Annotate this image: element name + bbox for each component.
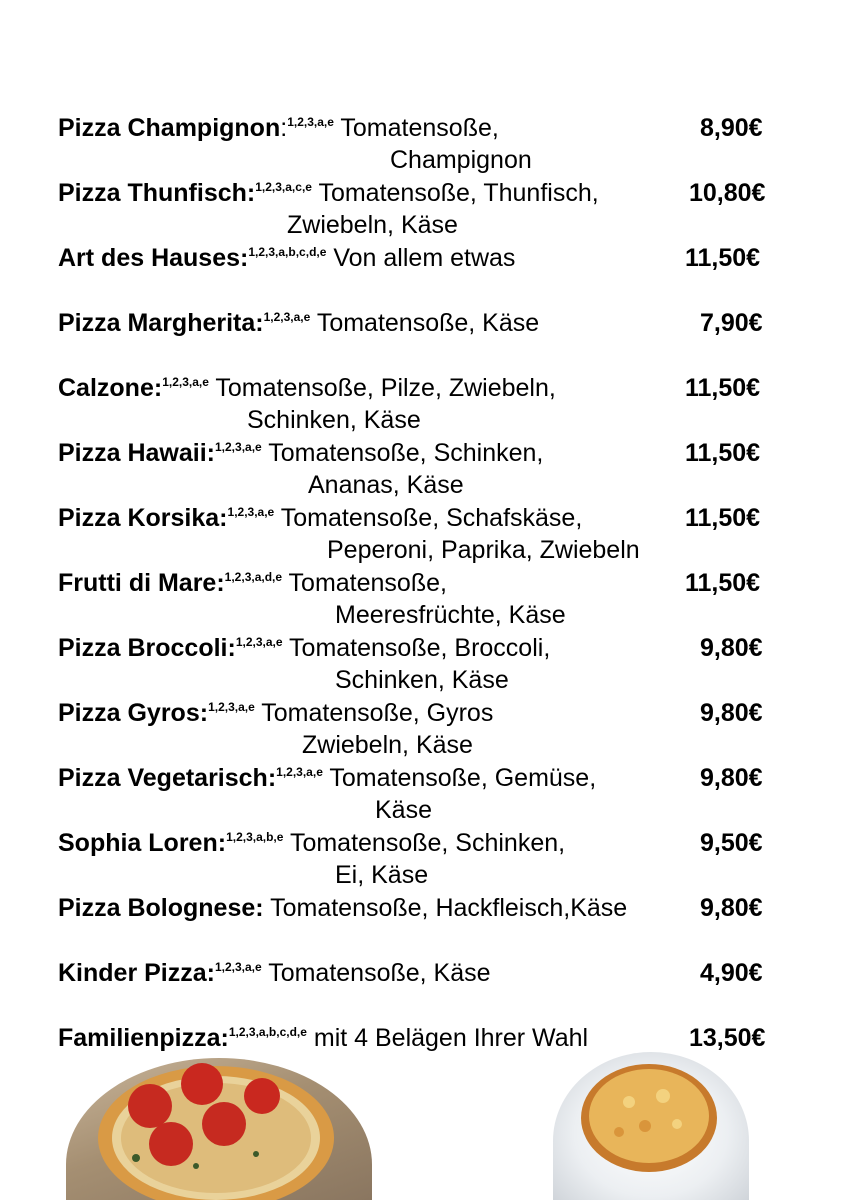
allergen-codes: 1,2,3,a,b,c,d,e (248, 245, 327, 259)
item-description-line2: Meeresfrüchte, Käse (335, 601, 566, 629)
item-price: 11,50€ (685, 569, 761, 597)
menu-item (58, 957, 798, 1022)
item-description: Tomatensoße, Broccoli, (289, 634, 551, 662)
allergen-codes: 1,2,3,a,b,c,d,e (228, 1025, 307, 1039)
allergen-codes: 1,2,3,a,e (162, 375, 209, 389)
item-price: 10,80€ (689, 179, 766, 207)
item-price: 7,90€ (700, 309, 763, 337)
menu-item (58, 762, 798, 827)
item-price: 11,50€ (685, 374, 761, 402)
item-price: 8,90€ (700, 114, 763, 142)
item-description: Tomatensoße, Schinken, (268, 439, 544, 467)
item-price: 11,50€ (685, 504, 761, 532)
menu-item (58, 567, 798, 632)
item-price: 9,80€ (700, 699, 763, 727)
item-description-line2: Ananas, Käse (308, 471, 464, 499)
menu-item (58, 242, 798, 307)
allergen-codes: 1,2,3,a,e (276, 765, 323, 779)
allergen-codes: 1,2,3,a,c,e (255, 180, 312, 194)
menu-item (58, 177, 798, 242)
item-name: Pizza Hawaii: (58, 439, 215, 467)
item-description: Tomatensoße, Thunfisch, (318, 179, 599, 207)
allergen-codes: 1,2,3,a,e (214, 960, 262, 974)
item-price: 9,80€ (700, 894, 763, 922)
allergen-codes: 1,2,3,a,e (287, 115, 334, 129)
item-name: Pizza Vegetarisch: (58, 764, 277, 792)
item-description: Tomatensoße, Käse (268, 959, 491, 987)
allergen-codes: 1,2,3,a,e (263, 310, 311, 324)
allergen-codes: 1,2,3,a,e (208, 700, 255, 714)
item-description-line2: Schinken, Käse (335, 666, 509, 694)
item-description: Tomatensoße, Schafskäse, (280, 504, 583, 532)
item-description: mit 4 Belägen Ihrer Wahl (313, 1024, 589, 1052)
item-price: 9,80€ (700, 764, 763, 792)
item-description-line2: Schinken, Käse (247, 406, 421, 434)
item-colon: : (280, 114, 288, 142)
item-description-line2: Ei, Käse (335, 861, 429, 889)
allergen-codes: 1,2,3,a,d,e (224, 570, 283, 584)
item-price: 13,50€ (689, 1024, 766, 1052)
menu-item (58, 892, 798, 957)
item-name: Pizza Gyros: (58, 699, 209, 727)
item-name: Pizza Champignon (58, 114, 281, 142)
item-description-line2: Champignon (390, 146, 532, 174)
item-price: 11,50€ (685, 439, 761, 467)
menu-item (58, 437, 798, 502)
allergen-codes: 1,2,3,a,b,e (226, 830, 284, 844)
menu-item (58, 307, 798, 372)
item-name: Sophia Loren: (58, 829, 227, 857)
allergen-codes: 1,2,3,a,e (215, 440, 262, 454)
menu-item (58, 112, 798, 177)
item-description-line2: Zwiebeln, Käse (287, 211, 458, 239)
item-price: 9,80€ (700, 634, 763, 662)
item-description: Tomatensoße, Gemüse, (329, 764, 597, 792)
menu-item (58, 632, 798, 697)
item-description: Tomatensoße, Pilze, Zwiebeln, (215, 374, 556, 402)
item-name: Pizza Thunfisch: (58, 179, 256, 207)
menu-item (58, 372, 798, 437)
menu-item (58, 502, 798, 567)
item-description: Tomatensoße, Hackfleisch,Käse (270, 894, 628, 922)
item-name: Pizza Broccoli: (58, 634, 236, 662)
item-description: Tomatensoße, Schinken, (289, 829, 566, 857)
item-price: 4,90€ (700, 959, 763, 987)
item-price: 9,50€ (700, 829, 763, 857)
menu-list (58, 112, 798, 1087)
menu-item (58, 827, 798, 892)
item-name: Frutti di Mare: (58, 569, 225, 597)
item-name: Art des Hauses: (58, 244, 249, 272)
item-name: Pizza Korsika: (58, 504, 228, 532)
item-description: Tomatensoße, Käse (316, 309, 540, 337)
item-name: Pizza Margherita: (58, 309, 264, 337)
item-description-line2: Peperoni, Paprika, Zwiebeln (327, 536, 640, 564)
item-description: Tomatensoße, Gyros (261, 699, 494, 727)
allergen-codes: 1,2,3,a,e (235, 635, 283, 649)
item-description-line2: Käse (375, 796, 432, 824)
item-description: Von allem etwas (333, 244, 516, 272)
item-description-line2: Zwiebeln, Käse (302, 731, 473, 759)
item-description: Tomatensoße, (340, 114, 499, 142)
item-price: 11,50€ (685, 244, 761, 272)
allergen-codes: 1,2,3,a,e (227, 505, 275, 519)
item-name: Calzone: (58, 374, 163, 402)
item-description: Tomatensoße, (288, 569, 447, 597)
item-name: Kinder Pizza: (58, 959, 215, 987)
item-name: Pizza Bolognese: (58, 894, 264, 922)
item-name: Familienpizza: (58, 1024, 229, 1052)
menu-item (58, 697, 798, 762)
